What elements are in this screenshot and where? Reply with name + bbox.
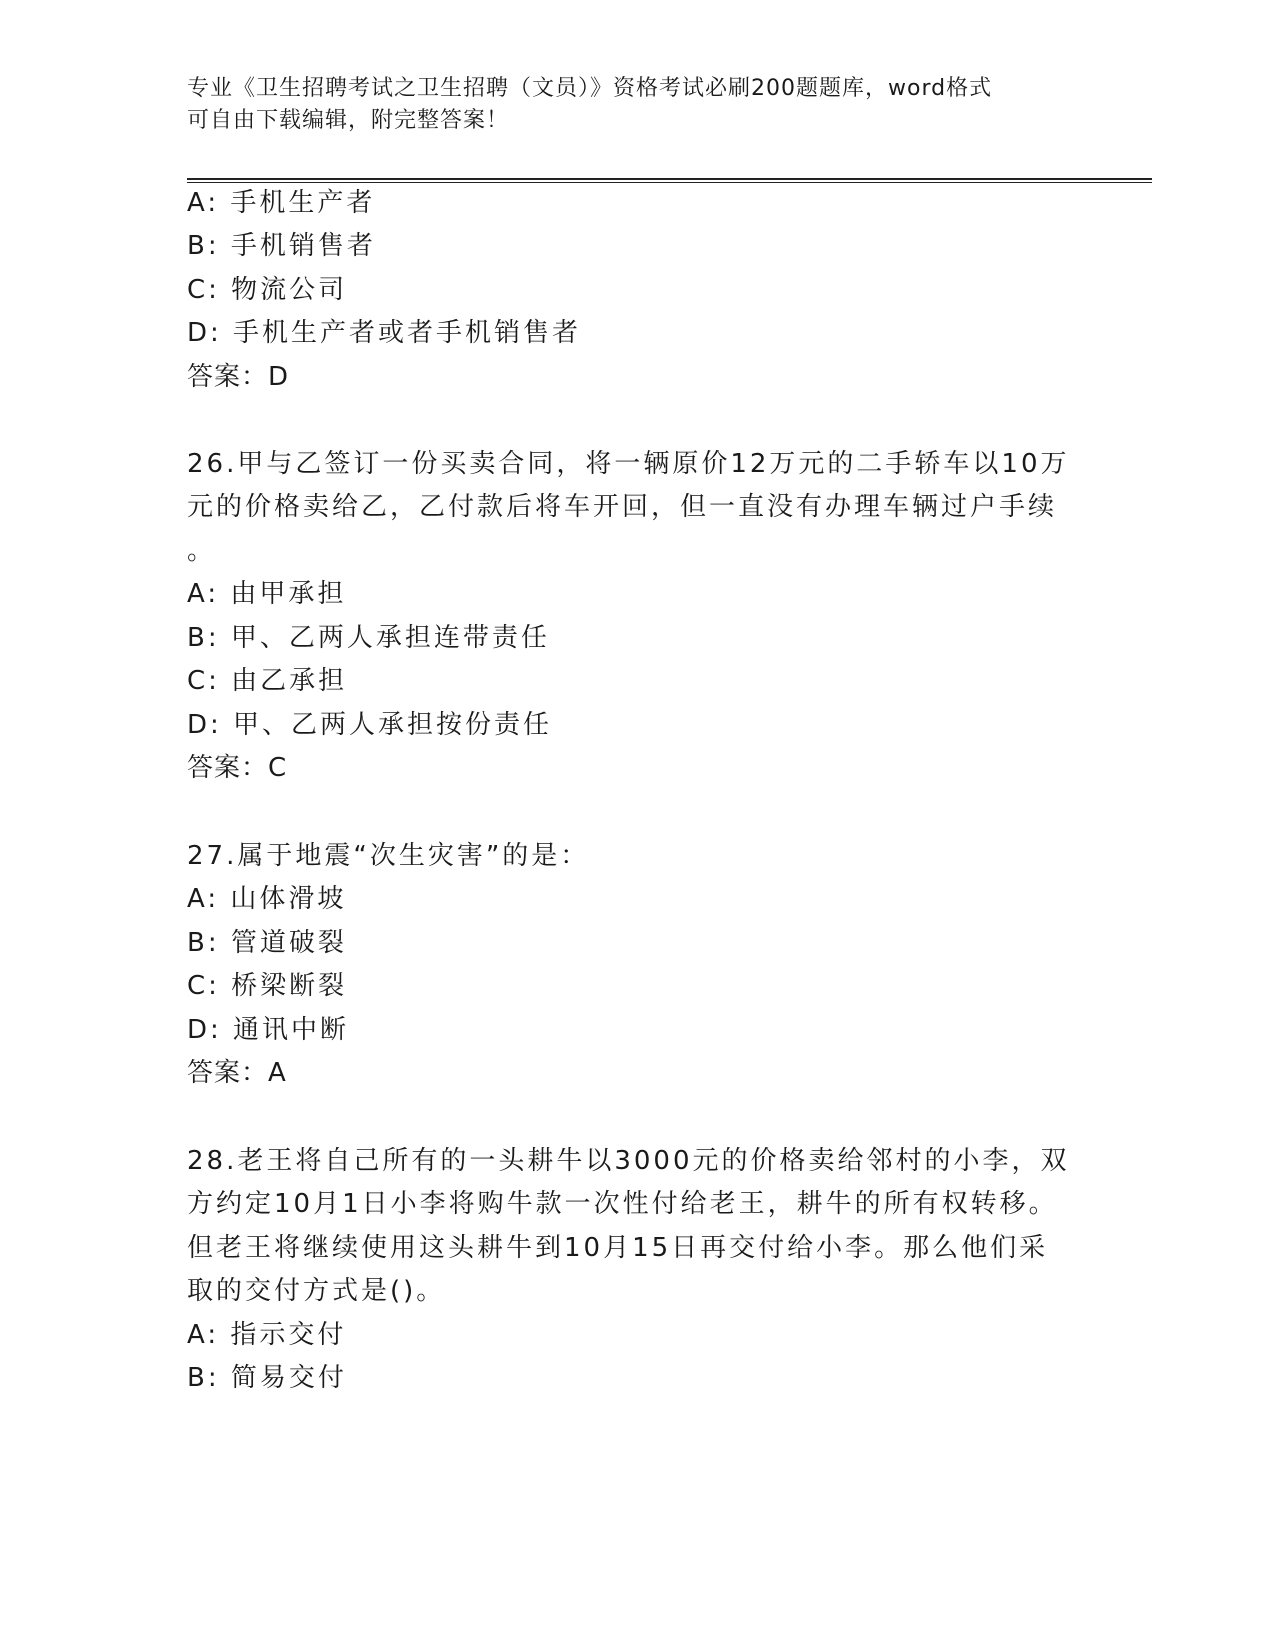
q27-option-b: B: 管道破裂 [187,928,347,958]
q25-option-c: C: 物流公司 [187,275,348,305]
q26-option-d: D: 甲、乙两人承担按份责任 [187,710,553,740]
q26-text-line-3: 。 [187,536,217,566]
q26-option-c: C: 由乙承担 [187,666,348,696]
q28-text-line-3: 但老王将继续使用这头耕牛到10月15日再交付给小李。那么他们采 [187,1233,1049,1263]
q26-text-line-2: 元的价格卖给乙，乙付款后将车开回，但一直没有办理车辆过户手续 [187,492,1058,522]
header-divider [187,178,1152,183]
q28-text-line-1: 28.老王将自己所有的一头耕牛以3000元的价格卖给邻村的小李，双 [187,1146,1070,1176]
q26-option-a: A: 由甲承担 [187,579,347,609]
q25-option-b: B: 手机销售者 [187,231,376,261]
q27-text-line-1: 27.属于地震“次生灾害”的是： [187,841,590,871]
header-line-2: 可自由下载编辑，附完整答案！ [187,108,510,133]
q28-text-line-2: 方约定10月1日小李将购牛款一次性付给老王，耕牛的所有权转移。 [187,1189,1058,1219]
q27-option-c: C: 桥梁断裂 [187,971,348,1001]
q25-option-a: A: 手机生产者 [187,188,376,218]
q26-answer: 答案：C [187,753,288,783]
q28-option-b: B: 简易交付 [187,1363,347,1393]
q28-text-line-4: 取的交付方式是()。 [187,1276,446,1306]
q27-option-a: A: 山体滑坡 [187,884,347,914]
q28-option-a: A: 指示交付 [187,1320,347,1350]
q26-option-b: B: 甲、乙两人承担连带责任 [187,623,550,653]
q26-text-line-1: 26.甲与乙签订一份买卖合同，将一辆原价12万元的二手轿车以10万 [187,449,1070,479]
header-line-1: 专业《卫生招聘考试之卫生招聘（文员）》资格考试必刷200题题库，word格式 [187,76,993,101]
q25-answer: 答案：D [187,362,290,392]
q27-answer: 答案：A [187,1058,287,1088]
document-header [187,73,1067,137]
q27-option-d: D: 通讯中断 [187,1015,350,1045]
q25-option-d: D: 手机生产者或者手机销售者 [187,318,582,348]
